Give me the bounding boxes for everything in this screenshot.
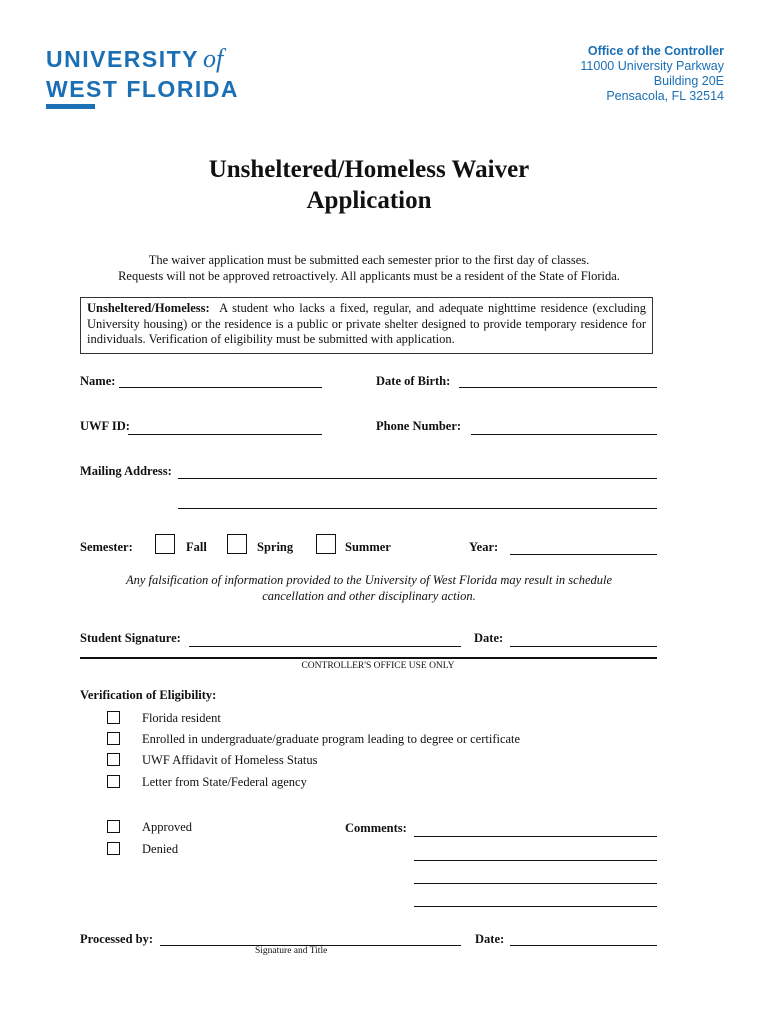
student-signature-label: Student Signature: (80, 631, 181, 645)
florida-resident-label: Florida resident (142, 711, 221, 725)
definition-text: A student who lacks a fixed, regular, and adequate nighttime residence (excluding University housing) or the residence is a public or private shelter designed to provide temporary residence for individuals. Verification of eligibility must be submitted with application. (87, 301, 647, 346)
uwf-id-label: UWF ID: (80, 419, 130, 433)
office-use-heading: CONTROLLER'S OFFICE USE ONLY (301, 661, 455, 671)
student-date-label: Date: (474, 631, 504, 645)
name-label: Name: (80, 374, 116, 388)
dob-field[interactable] (459, 387, 657, 388)
logo-university (46, 44, 223, 74)
comments-field-line2[interactable] (414, 860, 657, 861)
phone-label: Phone Number: (376, 419, 462, 433)
intro-line2: Requests will not be approved retroactively. All applicants must be a resident of the State of Florida. (118, 269, 620, 283)
verification-label: Verification of Eligibility: (80, 688, 217, 702)
comments-field-line3[interactable] (414, 883, 657, 884)
year-label: Year: (469, 540, 499, 554)
summer-checkbox[interactable] (316, 534, 336, 554)
enrolled-label: Enrolled in undergraduate/graduate program leading to degree or certificate (142, 732, 521, 746)
processed-by-label: Processed by: (80, 932, 154, 946)
definition-box (80, 297, 653, 354)
mailing-address-label: Mailing Address: (80, 464, 172, 478)
processed-date-field[interactable] (510, 945, 657, 946)
mailing-address-field-line1[interactable] (178, 478, 657, 479)
student-signature-field[interactable] (189, 646, 461, 647)
office-address-line1: 11000 University Parkway (580, 59, 724, 73)
enrolled-checkbox[interactable] (107, 732, 120, 745)
comments-field-line1[interactable] (414, 836, 657, 837)
florida-resident-checkbox[interactable] (107, 711, 120, 724)
uwf-id-field[interactable] (128, 434, 322, 435)
warning-line2: cancellation and other disciplinary action. (262, 588, 476, 603)
approved-checkbox[interactable] (107, 820, 120, 833)
office-title: Office of the Controller (587, 44, 724, 58)
semester-label: Semester: (80, 540, 133, 554)
processed-date-label: Date: (475, 932, 505, 946)
denied-checkbox[interactable] (107, 842, 120, 855)
comments-label: Comments: (345, 821, 407, 835)
form-title-line2: Application (306, 187, 432, 214)
agency-letter-checkbox[interactable] (107, 775, 120, 788)
comments-field-line4[interactable] (414, 906, 657, 907)
logo-word-of: of (203, 44, 224, 73)
signature-title-caption: Signature and Title (255, 946, 328, 956)
intro-text (0, 252, 738, 284)
student-date-field[interactable] (510, 646, 657, 647)
spring-label: Spring (257, 540, 294, 554)
agency-letter-label: Letter from State/Federal agency (142, 775, 307, 789)
phone-field[interactable] (471, 434, 657, 435)
denied-label: Denied (142, 842, 179, 856)
section-divider (80, 657, 657, 659)
definition-term: Unsheltered/Homeless: (87, 301, 210, 315)
intro-line1: The waiver application must be submitted each semester prior to the first day of classes. (148, 253, 590, 267)
office-address-line3: Pensacola, FL 32514 (606, 89, 724, 103)
fall-checkbox[interactable] (155, 534, 175, 554)
logo-west-florida: WEST FLORIDA (46, 76, 240, 102)
name-field[interactable] (119, 387, 322, 388)
approved-label: Approved (142, 820, 192, 834)
affidavit-checkbox[interactable] (107, 753, 120, 766)
mailing-address-field-line2[interactable] (178, 508, 657, 509)
office-address-block (580, 44, 724, 104)
fall-label: Fall (186, 540, 207, 554)
spring-checkbox[interactable] (227, 534, 247, 554)
logo-word-university: UNIVERSITY (46, 46, 200, 72)
form-title (0, 154, 738, 216)
year-field[interactable] (510, 554, 657, 555)
logo-bar (46, 104, 95, 109)
falsification-warning (0, 573, 738, 604)
summer-label: Summer (345, 540, 391, 554)
warning-line1: Any falsification of information provided to the University of West Florida may result in schedule (125, 573, 613, 587)
form-title-line1: Unsheltered/Homeless Waiver (208, 156, 530, 183)
affidavit-label: UWF Affidavit of Homeless Status (142, 753, 318, 767)
dob-label: Date of Birth: (376, 374, 451, 388)
office-address-line2: Building 20E (653, 74, 724, 88)
